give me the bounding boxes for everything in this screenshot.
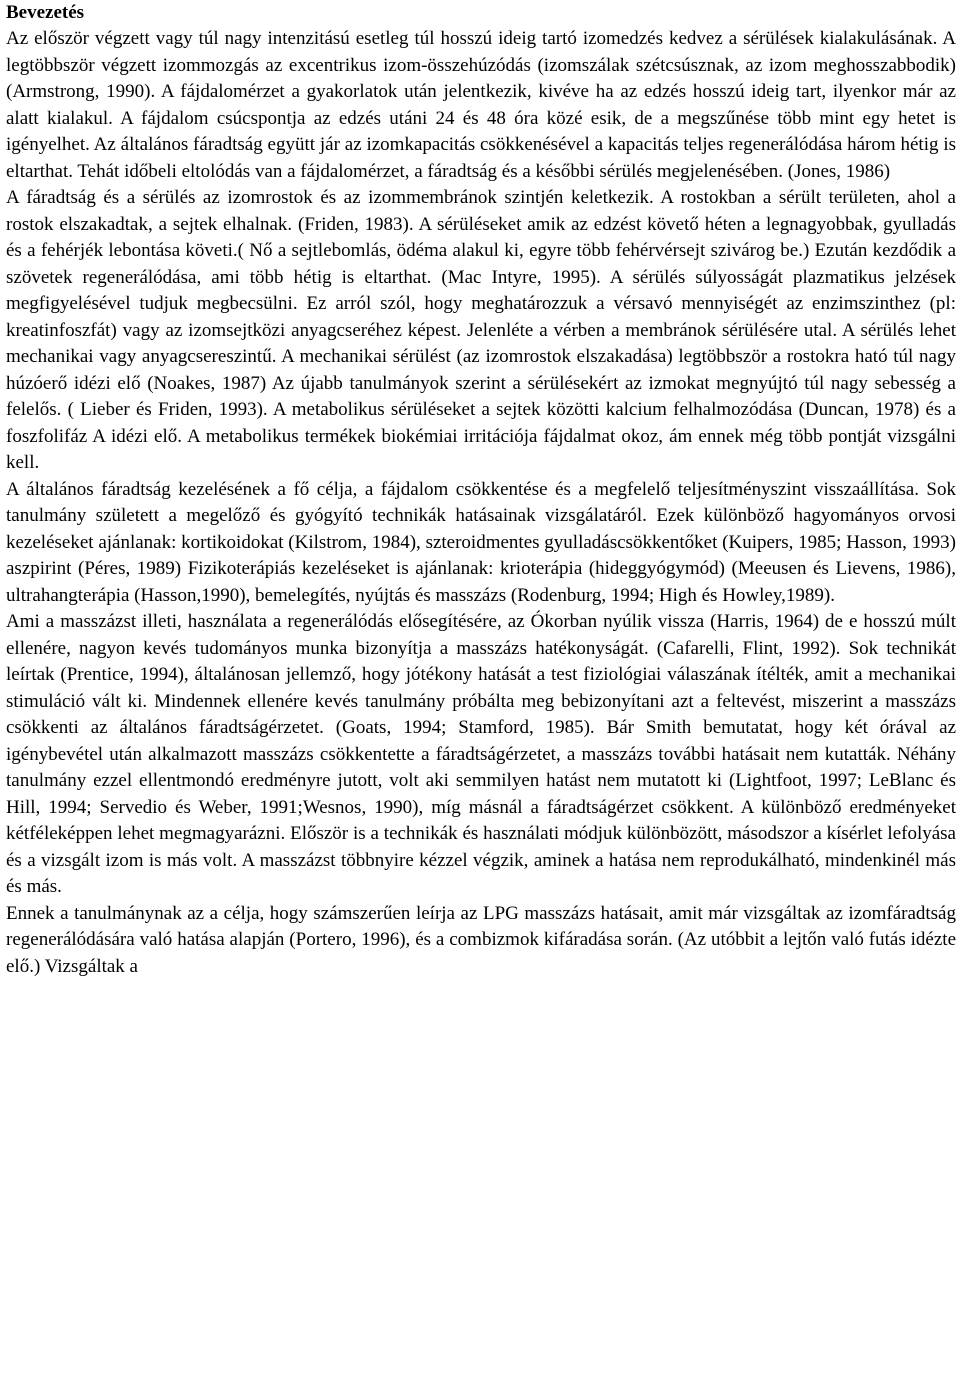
document-page — [6, 0, 956, 980]
paragraph-treatment: A általános fáradtság kezelésének a fő célja, a fájdalom csökkentése és a megfelelő teljesítményszint visszaállítása. Sok tanulmány született a megelőző és gyógyító technikák hatásainak vizsgálatáról. Ezek különböző hagyományos orvosi kezeléseket ajánlanak: kortikoidokat (Kilstrom, 1984), szteroidmentes gyulladáscsökkentőket (Kuipers, 1985; Hasson, 1993) aszpirint (Péres, 1989) Fizikoterápiás kezeléseket is ajánlanak: krioterápia (hideggyógymód) (Meeusen és Lievens, 1986), ultrahangterápia (Hasson,1990), bemelegítés, nyújtás és masszázs (Rodenburg, 1994; High és Howley,1989). — [6, 478, 956, 606]
paragraph-intro: Az először végzett vagy túl nagy intenzitású esetleg túl hosszú ideig tartó izomedzés kedvez a sérülések kialakulásának. A legtöbbször végzett izommozgás az excentrikus izom-összehúzódás (izomszálak szétcsúsznak, az izom meghosszabbodik) (Armstrong, 1990). A fájdalomérzet a gyakorlatok után jelentkezik, kivéve ha az edzés hosszú ideig tart, ilyenkor már az alatt kialakul. A fájdalom csúcspontja az edzés utáni 24 és 48 óra közé esik, de a megszűnése több mint egy hetet is igényelhet. Az általános fáradtság együtt jár az izomkapacitás csökkenésével a kapacitás teljes regenerálódása három hétig is eltarthat. Tehát időbeli eltolódás van a fájdalomérzet, a fáradtság és a későbbi sérülés megjelenésében. (Jones, 1986) — [6, 28, 956, 182]
paragraph-study-aim: Ennek a tanulmánynak az a célja, hogy számszerűen leírja az LPG masszázs hatásait, amit már vizsgáltak az izomfáradtság regenerálódására való hatása alapján (Portero, 1996), és a combizmok kifáradása során. (Az utóbbit a lejtőn való futás idézte elő.) Vizsgáltak a — [6, 902, 956, 977]
paragraph-massage: Ami a masszázst illeti, használata a regenerálódás elősegítésére, az Ókorban nyúlik vissza (Harris, 1964) de e hosszú múlt ellenére, nagyon kevés tudományos munka bizonyítja a masszázs hatékonyságát. (Cafarelli, Flint, 1992). Sok technikát leírtak (Prentice, 1994), általánosan jellemző, hogy jótékony hatását a test fiziológiai válaszának ítélték, amit a mechanikai stimuláció vált ki. Mindennek ellenére kevés tanulmány próbálta meg bebizonyítani azt a feltevést, miszerint a masszázs csökkenti az általános fáradtságérzetet. (Goats, 1994; Stamford, 1985). Bár Smith bemutatat, hogy két órával az igénybevétel után alkalmazott masszázs csökkentette a fáradtságérzetet, a masszázs további hatásait nem kutatták. Néhány tanulmány ezzel ellentmondó eredményre jutott, volt aki semmilyen hatást nem mutatott ki (Lightfoot, 1997; LeBlanc és Hill, 1994; Servedio és Weber, 1991;Wesnos, 1990), míg másnál a fáradtságérzet csökkent. A különböző eredményeket kétféleképpen lehet megmagyarázni. Először is a technikák és használati módjuk különbözött, másodszor a kísérlet lefolyása és a vizsgált izom is más volt. A masszázst többnyire kézzel végzik, aminek a hatása nem reprodukálható, mindenkinél más és más. — [6, 611, 956, 897]
paragraph-injury-mechanism: A fáradtság és a sérülés az izomrostok és az izommembránok szintjén keletkezik. A rostokban a sérült területen, ahol a rostok elszakadtak, a sejtek elhalnak. (Friden, 1983). A sérüléseket amik az edzést követő héten a legnagyobbak, gyulladás és a fehérjék lebontása követi.( Nő a sejtlebomlás, ödéma alakul ki, egyre több fehérvérsejt szivárog be.) Ezután kezdődik a szövetek regenerálódása, ami több hétig is eltarthat. (Mac Intyre, 1995). A sérülés súlyosságát plazmatikus jelzések megfigyelésével tudjuk megbecsülni. Ez arról szól, hogy meghatározzuk a vérsavó mennyiségét az enzimszinthez (pl: kreatinfoszfát) vagy az izomsejtközi anyagcseréhez képest. Jelenléte a vérben a membránok sérülésére utal. A sérülés lehet mechanikai vagy anyagcsereszintű. A mechanikai sérülést (az izomrostok elszakadása) legtöbbször a rostokra ható túl nagy húzóerő idézi elő (Noakes, 1987) Az újabb tanulmányok szerint a sérülésekért az izmokat megnyújtó túl nagy sebesség a felelős. ( Lieber és Friden, 1993). A metabolikus sérüléseket a sejtek közötti kalcium felhalmozódása (Duncan, 1978) és a foszfolifáz A idézi elő. A metabolikus termékek biokémiai irritációja fájdalmat okoz, ám ennek még több pontját vizsgálni kell. — [6, 187, 956, 473]
section-heading: Bevezetés — [6, 2, 85, 23]
